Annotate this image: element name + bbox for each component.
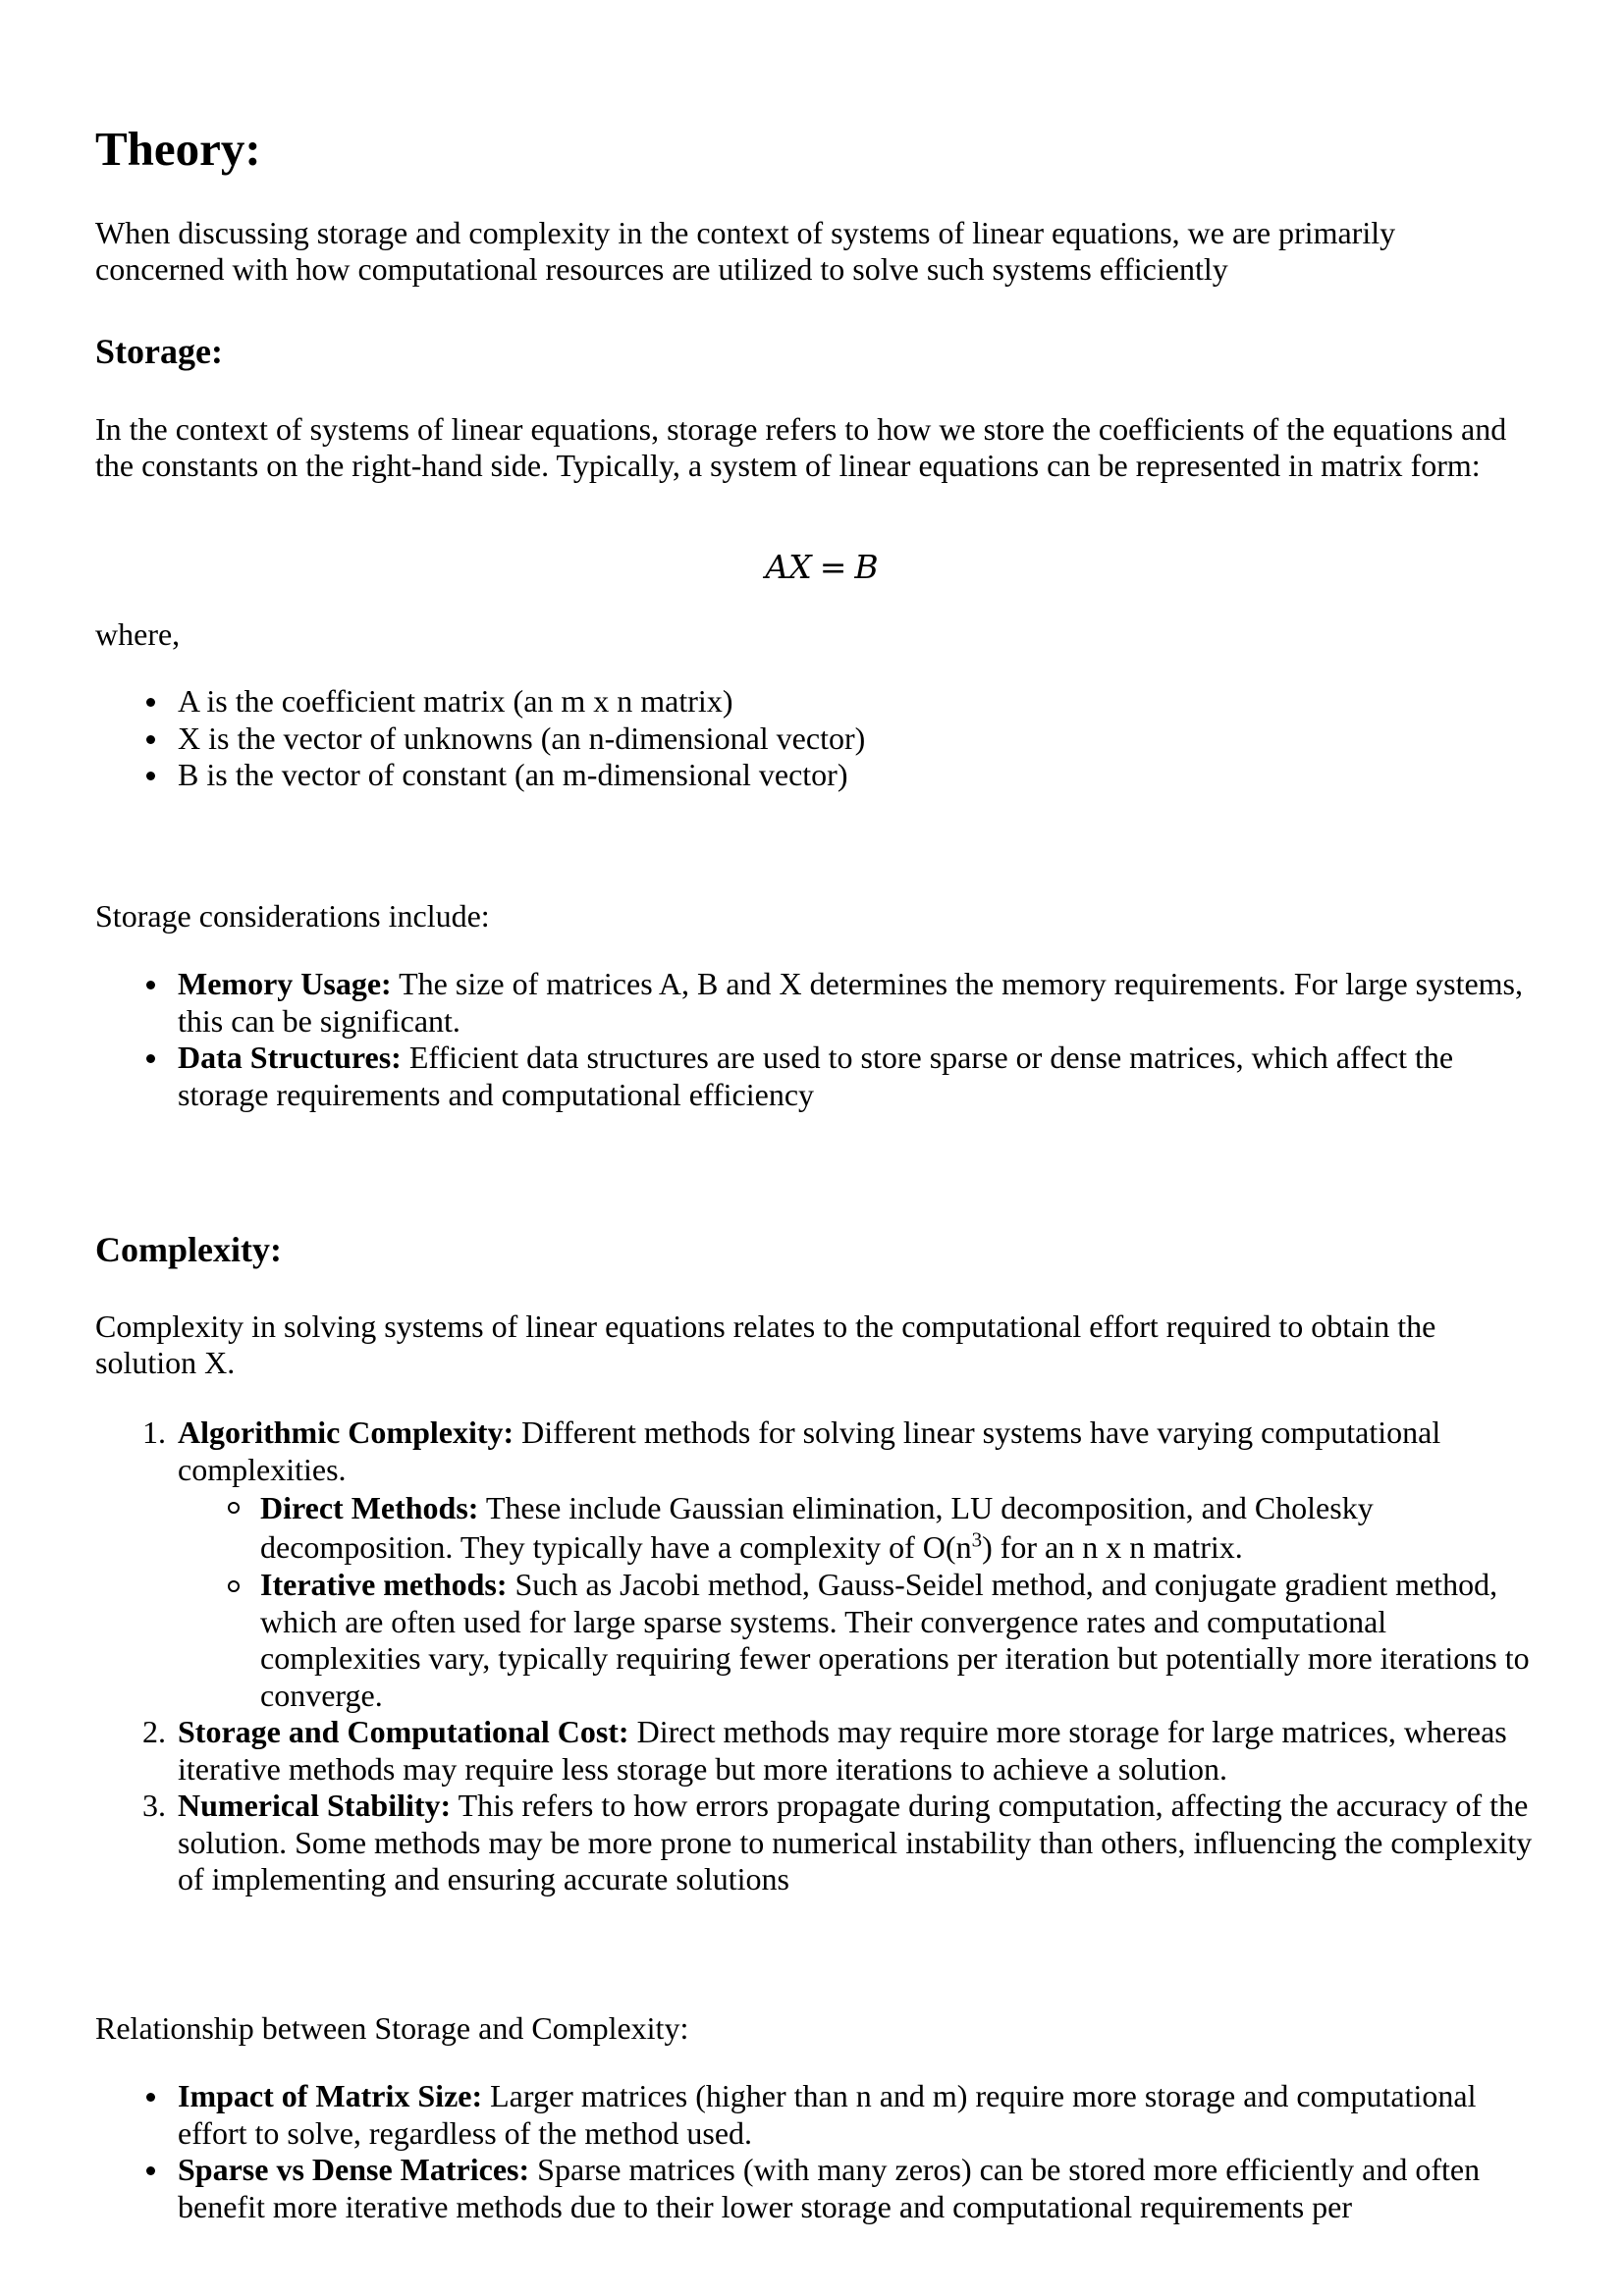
item-term: Impact of Matrix Size: <box>178 2078 483 2113</box>
storage-heading: Storage: <box>95 332 223 371</box>
item-number: 2. <box>142 1714 166 1749</box>
sub-list-item <box>178 1488 1539 1567</box>
list-item <box>95 1415 1539 1714</box>
complexity-paragraph: Complexity in solving systems of linear equations relates to the computational effort required to obtain the solution X. <box>95 1308 1436 1380</box>
list-item: X is the vector of unknowns (an n-dimensional vector) <box>95 721 1529 758</box>
item-term: Direct Methods: <box>260 1490 479 1525</box>
equation-operator: = <box>819 548 847 586</box>
item-text: Direct methods may require more storage for large matrices, whereas iterative methods may require less storage but more iterations to achieve a solution. <box>178 1714 1507 1787</box>
item-term: Data Structures: <box>178 1040 402 1075</box>
item-number: 1. <box>142 1415 166 1450</box>
intro-paragraph: When discussing storage and complexity in the context of systems of linear equations, we are primarily concerned with how computational resources are utilized to solve such systems efficiently <box>95 215 1396 287</box>
sub-list <box>178 1488 1539 1714</box>
item-text: These include Gaussian elimination, LU decomposition, and Cholesky decomposition. They typically have a complexity of O(n <box>260 1490 1374 1565</box>
item-term: Iterative methods: <box>260 1567 508 1602</box>
item-term: Storage and Computational Cost: <box>178 1714 629 1749</box>
item-term: Sparse vs Dense Matrices: <box>178 2152 530 2187</box>
storage-considerations-list <box>95 966 1529 1113</box>
item-text: ) for an n x n matrix. <box>982 1529 1243 1565</box>
item-term: Memory Usage: <box>178 966 392 1001</box>
list-item: A is the coefficient matrix (an m x n matrix) <box>95 683 1529 721</box>
list-item <box>95 2078 1539 2152</box>
relationship-intro: Relationship between Storage and Complexity: <box>95 2010 689 2046</box>
item-term: Numerical Stability: <box>178 1788 452 1823</box>
where-label: where, <box>95 616 181 652</box>
list-item: B is the vector of constant (an m-dimensional vector) <box>95 757 1529 794</box>
item-text: Such as Jacobi method, Gauss-Seidel method, and conjugate gradient method, which are often used for large sparse systems. Their convergence rates and computational complexities vary, typically requiring fewer operations per iteration but potentially more iterations to converge. <box>260 1567 1530 1713</box>
storage-paragraph: In the context of systems of linear equations, storage refers to how we store the coefficients of the equations and the constants on the right-hand side. Typically, a system of linear equations can be represented in matrix form: <box>95 411 1507 483</box>
equation-rhs: B <box>854 548 879 586</box>
item-text: Sparse matrices (with many zeros) can be stored more efficiently and often benefit more iterative methods due to their lower storage and computational requirements per <box>178 2152 1481 2224</box>
list-item <box>95 1788 1539 1898</box>
list-item <box>95 1714 1539 1788</box>
matrix-equation <box>95 549 1548 585</box>
item-text: Efficient data structures are used to store sparse or dense matrices, which affect the storage requirements and computational efficiency <box>178 1040 1454 1112</box>
superscript: 3 <box>971 1527 983 1552</box>
list-item <box>95 966 1529 1040</box>
equation-lhs: AX <box>765 548 812 586</box>
list-item <box>95 2152 1539 2225</box>
page-title: Theory: <box>95 122 261 176</box>
relationship-list <box>95 2078 1539 2225</box>
complexity-heading: Complexity: <box>95 1230 282 1269</box>
storage-considerations-intro: Storage considerations include: <box>95 898 490 934</box>
list-item <box>95 1040 1529 1113</box>
item-text: Larger matrices (higher than n and m) require more storage and computational effort to solve, regardless of the method used. <box>178 2078 1477 2151</box>
item-text: The size of matrices A, B and X determines the memory requirements. For large systems, this can be significant. <box>178 966 1523 1039</box>
item-text: Different methods for solving linear systems have varying computational complexities. <box>178 1415 1441 1487</box>
sub-list-item <box>178 1567 1539 1714</box>
item-number: 3. <box>142 1788 166 1823</box>
definitions-list <box>95 683 1529 794</box>
item-term: Algorithmic Complexity: <box>178 1415 514 1450</box>
item-text: This refers to how errors propagate during computation, affecting the accuracy of the solution. Some methods may be more prone to numerical instability than others, influencing the complexity of implementing and ensuring accurate solutions <box>178 1788 1533 1896</box>
complexity-list <box>95 1415 1539 1898</box>
